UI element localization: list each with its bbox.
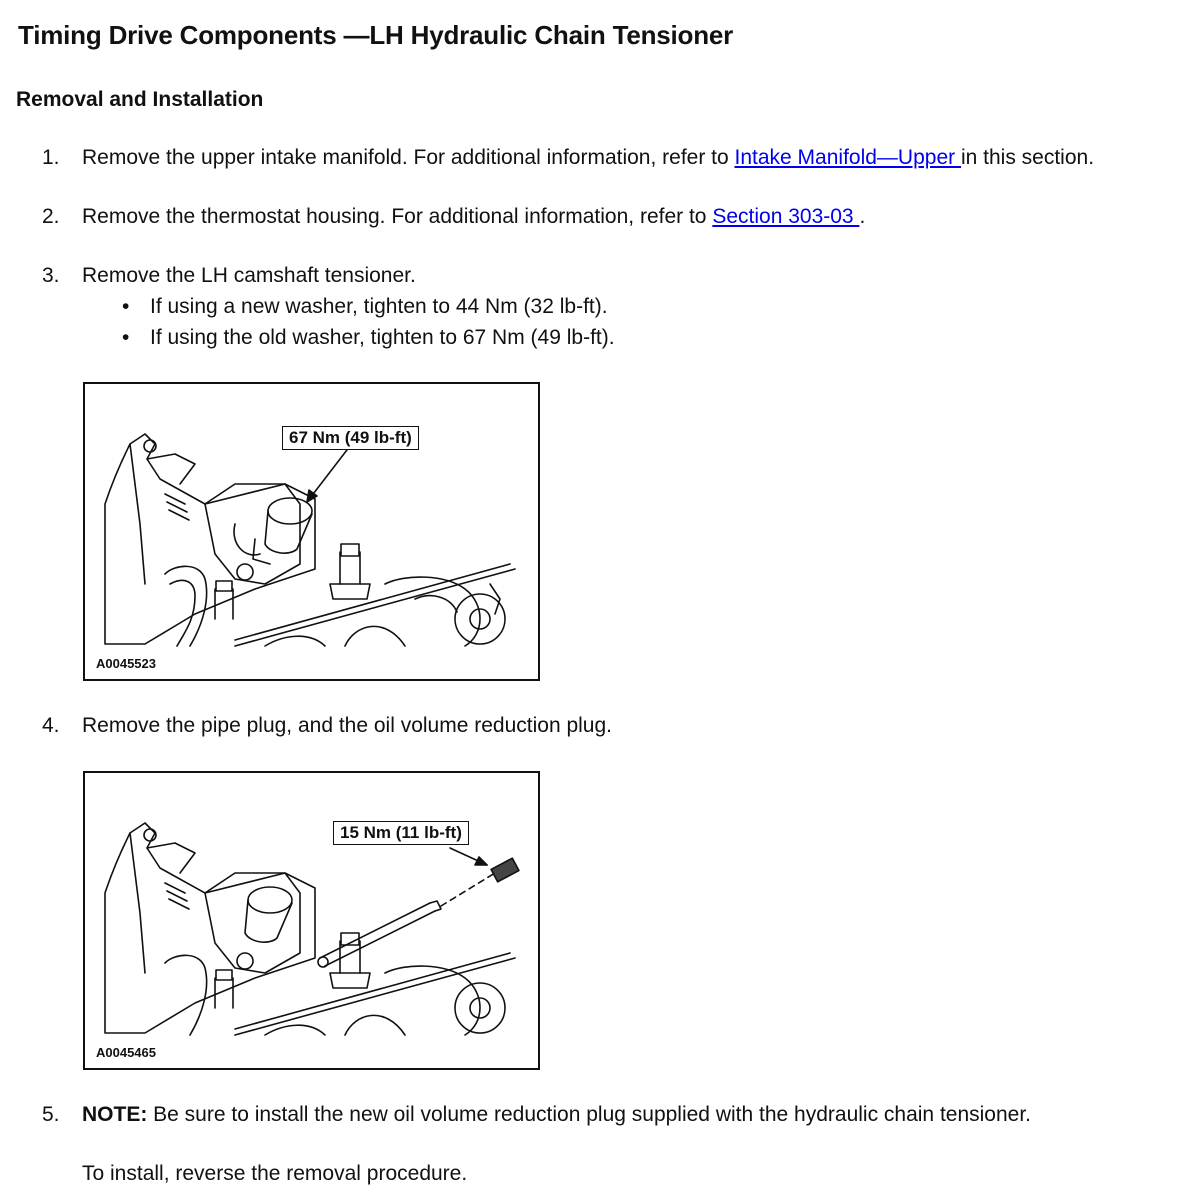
bullet-icon: • [122, 326, 130, 349]
figure-plug [83, 771, 540, 1070]
bullet-text: If using a new washer, tighten to 44 Nm (32 lb-ft). [150, 295, 608, 318]
section-303-03-link[interactable]: Section 303-03 [712, 205, 860, 228]
step-text: Remove the thermostat housing. For additional information, refer to Section 303-03 . [82, 205, 866, 228]
torque-callout: 67 Nm (49 lb-ft) [282, 426, 419, 450]
step-number: 1. [42, 146, 60, 169]
step-text: Remove the pipe plug, and the oil volume reduction plug. [82, 714, 613, 737]
step-number: 5. [42, 1103, 60, 1126]
torque-callout: 15 Nm (11 lb-ft) [333, 821, 469, 845]
bullet-text: If using the old washer, tighten to 67 Nm (49 lb-ft). [150, 326, 615, 349]
section-subtitle: Removal and Installation [16, 88, 264, 111]
figure-id: A0045523 [96, 656, 156, 671]
figure-tensioner [83, 382, 540, 681]
engine-illustration [85, 773, 538, 1068]
bullet-icon: • [122, 295, 130, 318]
step-text: Remove the LH camshaft tensioner. [82, 264, 416, 287]
step-number: 2. [42, 205, 60, 228]
step-text: Remove the upper intake manifold. For additional information, refer to Intake Manifold—Upper in this section. [82, 146, 1095, 169]
step-number: 4. [42, 714, 60, 737]
step-text: NOTE: Be sure to install the new oil volume reduction plug supplied with the hydraulic chain tensioner. [82, 1103, 1032, 1126]
step-text: To install, reverse the removal procedure. [82, 1162, 468, 1185]
figure-id: A0045465 [96, 1045, 156, 1060]
step-number: 3. [42, 264, 60, 287]
note-label: NOTE: [82, 1103, 148, 1126]
intake-manifold-upper-link[interactable]: Intake Manifold—Upper [734, 146, 961, 169]
page-title: Timing Drive Components —LH Hydraulic Chain Tensioner [18, 20, 734, 50]
